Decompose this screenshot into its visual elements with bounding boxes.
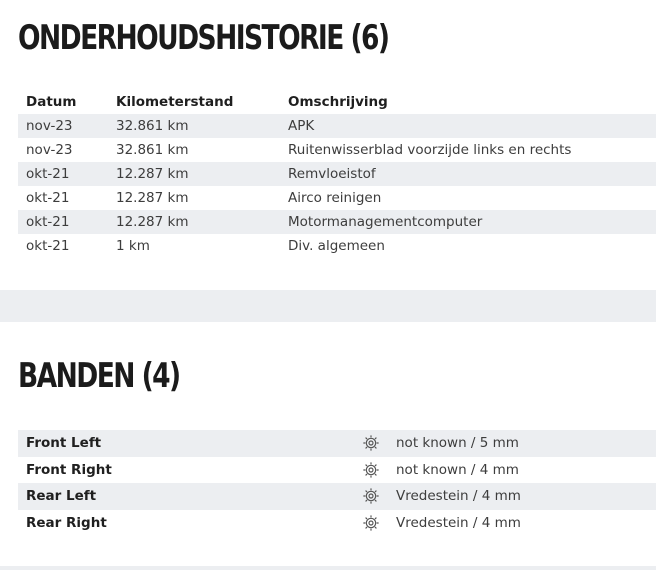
tyre-position: Front Right	[26, 461, 112, 478]
column-header-km: Kilometerstand	[116, 94, 234, 110]
cell-description: Airco reinigen	[288, 190, 382, 206]
maintenance-history-table	[18, 90, 656, 258]
cell-km: 32.861 km	[108, 114, 280, 138]
list-item	[18, 510, 656, 537]
cell-date: nov-23	[18, 114, 108, 138]
tyres-list	[18, 430, 656, 536]
cell-km: 12.287 km	[116, 190, 189, 206]
table-row	[18, 210, 656, 234]
list-item	[18, 457, 656, 484]
tyre-position: Front Left	[26, 435, 102, 452]
cell-description: Remvloeistof	[280, 162, 656, 186]
table-row	[18, 186, 656, 210]
tyre-icon	[362, 514, 396, 532]
cell-description: APK	[280, 114, 656, 138]
table-row	[18, 162, 656, 186]
tyre-position: Rear Right	[26, 514, 107, 531]
list-item	[18, 483, 656, 510]
cell-description: Div. algemeen	[288, 238, 385, 254]
section-divider	[0, 290, 656, 322]
table-row	[18, 114, 656, 138]
cell-description: Motormanagementcomputer	[280, 210, 656, 234]
tyre-icon	[362, 434, 396, 452]
cell-description: Ruitenwisserblad voorzijde links en rechts	[288, 142, 572, 158]
table-row	[18, 138, 656, 162]
column-header-description: Omschrijving	[288, 94, 388, 110]
list-item	[18, 430, 656, 457]
cell-km: 12.287 km	[108, 162, 280, 186]
table-header-row	[18, 90, 656, 114]
tyre-position: Rear Left	[26, 488, 97, 505]
bottom-divider	[0, 566, 656, 570]
tyres-title: BANDEN (4)	[18, 356, 180, 396]
maintenance-history-title: ONDERHOUDSHISTORIE (6)	[18, 18, 389, 58]
tyre-spec: Vredestein / 4 mm	[396, 488, 521, 505]
cell-date: okt-21	[18, 162, 108, 186]
tyre-spec: not known / 4 mm	[396, 461, 519, 478]
tyre-spec: not known / 5 mm	[396, 435, 519, 452]
cell-date: nov-23	[26, 142, 73, 158]
cell-date: okt-21	[18, 210, 108, 234]
tyre-icon	[362, 461, 396, 479]
cell-km: 1 km	[116, 238, 150, 254]
cell-km: 12.287 km	[108, 210, 280, 234]
cell-km: 32.861 km	[116, 142, 189, 158]
tyre-spec: Vredestein / 4 mm	[396, 514, 521, 531]
table-row	[18, 234, 656, 258]
cell-date: okt-21	[26, 190, 70, 206]
tyres-section	[0, 322, 656, 570]
cell-date: okt-21	[26, 238, 70, 254]
column-header-date: Datum	[26, 94, 77, 110]
tyre-icon	[362, 487, 396, 505]
